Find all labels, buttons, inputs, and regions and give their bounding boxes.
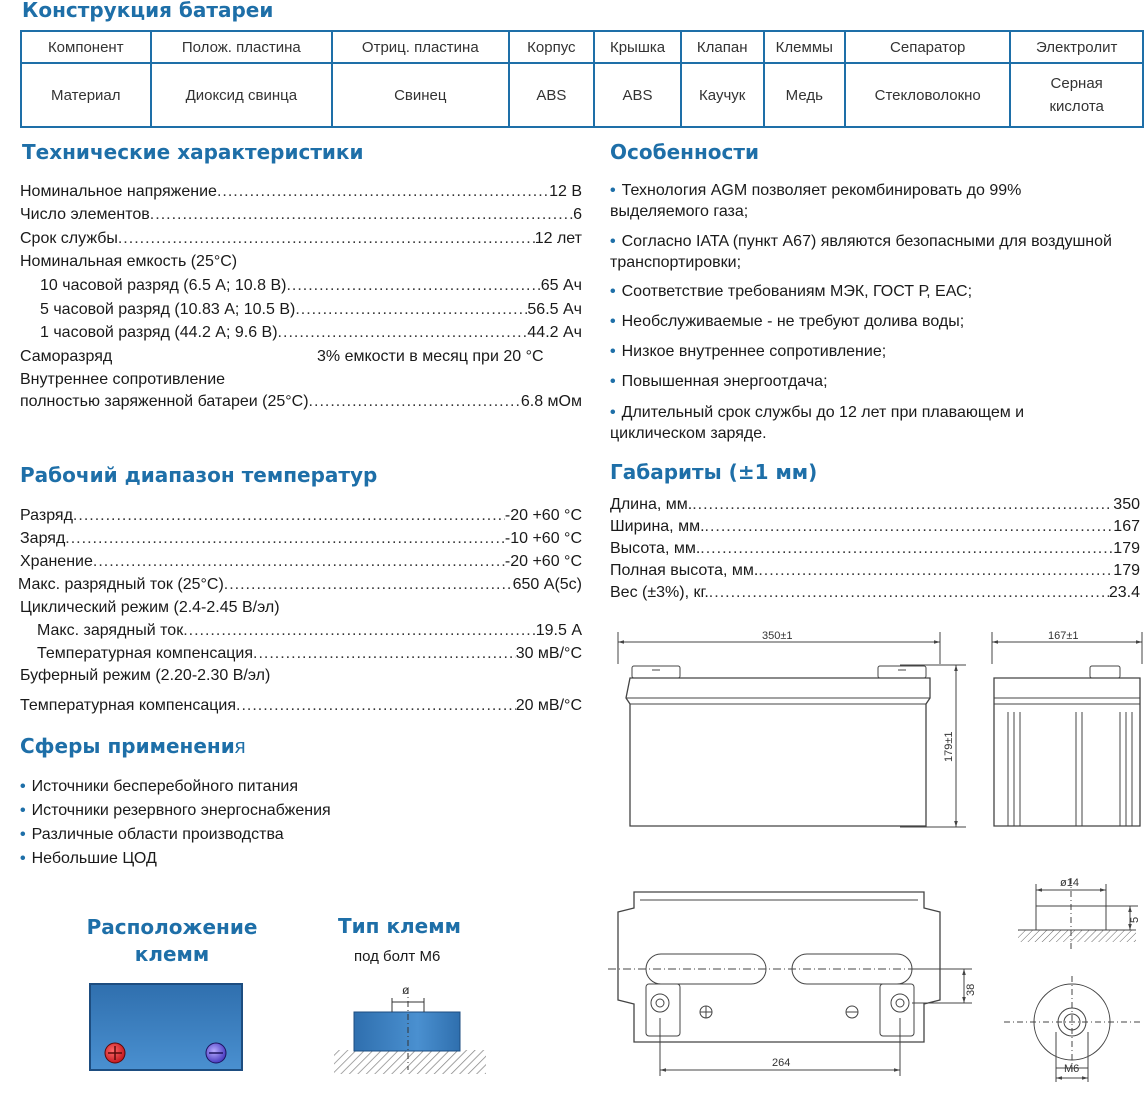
application-text: Небольшие ЦОД — [31, 850, 157, 867]
list-item — [610, 371, 1130, 392]
terminal-detail-top — [1004, 976, 1140, 1082]
spec-value: -20 +60 °C — [504, 507, 582, 524]
negative-terminal-icon — [206, 1043, 226, 1063]
spec-label: Число элементов — [20, 206, 150, 223]
spec-label: Заряд — [20, 530, 66, 547]
terminal-layout-title — [74, 914, 270, 968]
bolt-label: M6 — [1064, 1063, 1080, 1075]
terminal-type-title: Тип клемм — [338, 914, 461, 938]
self-discharge-label: Саморазряд — [20, 348, 113, 365]
feature-text: Повышенная энергоотдача; — [621, 373, 828, 390]
spec-rate10 — [40, 274, 582, 298]
leader-dots — [705, 516, 1114, 538]
table-header-row — [21, 31, 1143, 63]
temp-charge — [20, 527, 582, 551]
terminal-layout-diagram — [88, 982, 244, 1072]
height-dim-label: 179±1 — [943, 731, 955, 762]
applications-title — [20, 734, 246, 759]
spec-value: 167 — [1113, 518, 1140, 535]
spec-value: 179 — [1113, 540, 1140, 557]
bullet-dot: • — [610, 283, 616, 300]
bullet-dot: • — [20, 802, 26, 819]
bullet-dot: • — [610, 343, 616, 360]
float-label: Буферный режим (2.20-2.30 В/эл) — [20, 667, 271, 684]
leader-dots — [278, 321, 528, 345]
bullet-dot: • — [610, 313, 616, 330]
self-discharge-value: 3% емкости в месяц при 20 °C — [317, 348, 544, 365]
header-cell: Клапан — [681, 31, 764, 63]
leader-dots — [73, 504, 505, 528]
leader-dots — [295, 298, 527, 322]
spec-resistance — [20, 390, 582, 414]
leader-dots — [150, 203, 573, 227]
table-cell: Серная кислота — [1010, 63, 1143, 127]
leader-dots — [253, 642, 516, 666]
spec-value: 6 — [573, 206, 582, 223]
terminal-layout-title-line1: Расположение — [86, 915, 258, 939]
header-cell: Отриц. пластина — [332, 31, 508, 63]
header-cell: Сепаратор — [845, 31, 1010, 63]
dim-width — [610, 516, 1140, 538]
table-cell: ABS — [509, 63, 595, 127]
spec-rate1 — [40, 321, 582, 345]
applications-title-end: я — [234, 736, 246, 758]
header-cell: Электролит — [1010, 31, 1143, 63]
application-text: Источники резервного энергоснабжения — [31, 802, 331, 819]
spec-label: Макс. разрядный ток (25°C) — [18, 576, 224, 593]
spec-label: Хранение — [20, 553, 93, 570]
spec-label: 1 часовой разряд (44.2 А; 9.6 В) — [40, 324, 278, 341]
bullet-dot: • — [610, 182, 616, 199]
list-item — [20, 848, 157, 869]
cyclic-label: Циклический режим (2.4-2.45 В/эл) — [20, 599, 280, 616]
list-item — [610, 281, 1130, 302]
terminal-detail-side — [1018, 877, 1141, 950]
spec-value: 19.5 А — [535, 622, 582, 639]
list-item — [20, 824, 284, 845]
list-item — [610, 231, 1130, 273]
terminal-layout-title-line2: клемм — [134, 942, 210, 966]
spec-label: Номинальное напряжение — [20, 183, 217, 200]
leader-dots — [118, 227, 535, 251]
leader-dots — [183, 619, 536, 643]
spec-label: Высота, мм. — [610, 540, 701, 557]
spec-value: 65 Ач — [540, 277, 582, 294]
features-title: Особенности — [610, 140, 759, 164]
application-text: Источники бесперебойного питания — [31, 778, 299, 795]
table-cell: Свинец — [332, 63, 508, 127]
spec-value: 23.4 — [1108, 584, 1140, 601]
table-cell: Каучук — [681, 63, 764, 127]
leader-dots — [309, 390, 521, 414]
terminal-diameter-label: ø14 — [1060, 877, 1079, 889]
temp-comp-1 — [37, 642, 582, 666]
spec-label: Срок службы — [20, 230, 118, 247]
spec-label: Температурная компенсация — [37, 645, 253, 662]
dim-weight — [610, 582, 1140, 604]
spec-label: Ширина, мм. — [610, 518, 705, 535]
max-discharge — [18, 573, 582, 597]
spec-value: -20 +60 °C — [504, 553, 582, 570]
leader-dots — [224, 573, 513, 597]
temps-title: Рабочий диапазон температур — [20, 463, 378, 487]
spec-label: Температурная компенсация — [20, 697, 236, 714]
feature-text: Технология AGM позволяет рекомбинировать до 99% выделяемого газа; — [610, 182, 1022, 220]
leader-dots — [758, 560, 1113, 582]
list-item — [610, 402, 1120, 444]
terminal-type-diagram — [332, 972, 488, 1076]
bullet-dot: • — [610, 404, 616, 421]
temp-storage — [20, 550, 582, 574]
leader-dots — [692, 494, 1113, 516]
spec-label: полностью заряженной батареи (25°C) — [20, 393, 309, 410]
spacing-dim-label: 264 — [772, 1057, 791, 1069]
top-view — [608, 892, 977, 1076]
leader-dots — [709, 582, 1109, 604]
header-cell: Корпус — [509, 31, 595, 63]
spec-value: 30 мВ/°C — [515, 645, 582, 662]
spec-value: 6.8 мОм — [520, 393, 582, 410]
spec-value: -10 +60 °C — [504, 530, 582, 547]
side-view — [992, 630, 1142, 826]
resistance-label: Внутреннее сопротивление — [20, 371, 226, 388]
header-cell: Крышка — [594, 31, 681, 63]
width-dim-label: 167±1 — [1048, 630, 1079, 642]
spec-label: 10 часовой разряд (6.5 А; 10.8 В) — [40, 277, 287, 294]
spec-life — [20, 227, 582, 251]
construction-table — [20, 30, 1144, 128]
spec-label: Макс. зарядный ток — [37, 622, 184, 639]
front-view — [618, 630, 966, 827]
feature-text: Согласно IATA (пункт А67) являются безопасными для воздушной транспортировки; — [610, 233, 1112, 271]
terminal-type-subtitle: под болт М6 — [354, 948, 441, 965]
header-cell: Полож. пластина — [151, 31, 333, 63]
spec-value: 44.2 Ач — [527, 324, 582, 341]
spec-value: 179 — [1113, 562, 1140, 579]
spec-label: 5 часовой разряд (10.83 А; 10.5 В) — [40, 301, 296, 318]
dimensions-title: Габариты (±1 мм) — [610, 460, 818, 484]
list-item — [610, 341, 1130, 362]
table-row — [21, 63, 1143, 127]
spec-value: 350 — [1113, 496, 1140, 513]
spec-cells — [20, 203, 582, 227]
spec-value: 650 А(5с) — [512, 576, 582, 593]
spec-label: Полная высота, мм. — [610, 562, 759, 579]
leader-dots — [700, 538, 1113, 560]
header-cell: Клеммы — [764, 31, 846, 63]
bullet-dot: • — [20, 826, 26, 843]
bullet-dot: • — [20, 778, 26, 795]
bullet-dot: • — [610, 373, 616, 390]
leader-dots — [286, 274, 540, 298]
application-text: Различные области производства — [31, 826, 284, 843]
spec-rate5 — [40, 298, 582, 322]
spec-label: Длина, мм. — [610, 496, 693, 513]
feature-text: Соответствие требованиям МЭК, ГОСТ Р, ЕАС; — [621, 283, 973, 300]
temp-discharge — [20, 504, 582, 528]
capacity-label: Номинальная емкость (25°C) — [20, 253, 238, 270]
spec-label: Разряд — [20, 507, 73, 524]
leader-dots — [236, 694, 516, 718]
construction-title: Конструкция батареи — [22, 0, 274, 22]
ground-hatch — [334, 1050, 486, 1074]
spec-value: 12 лет — [534, 230, 582, 247]
offset-dim-label: 38 — [965, 983, 977, 996]
dim-length — [610, 494, 1140, 516]
spec-value: 56.5 Ач — [527, 301, 582, 318]
spec-value: 12 В — [549, 183, 582, 200]
table-cell: Диоксид свинца — [151, 63, 333, 127]
feature-text: Длительный срок службы до 12 лет при плавающем и циклическом заряде. — [610, 404, 1025, 442]
diameter-symbol: ø — [402, 983, 410, 997]
terminal-post — [354, 1012, 460, 1051]
table-cell: Стекловолокно — [845, 63, 1010, 127]
applications-title-main: Сферы применени — [20, 734, 235, 758]
spec-label: Вес (±3%), кг. — [610, 584, 709, 601]
leader-dots — [93, 550, 505, 574]
header-cell: Компонент — [21, 31, 151, 63]
list-item — [20, 800, 331, 821]
feature-text: Необслуживаемые - не требуют долива воды; — [621, 313, 965, 330]
list-item — [610, 311, 1130, 332]
feature-text: Низкое внутреннее сопротивление; — [621, 343, 887, 360]
max-charge — [37, 619, 582, 643]
leader-dots — [217, 180, 549, 204]
list-item — [20, 776, 298, 797]
spec-voltage — [20, 180, 582, 204]
positive-terminal-icon — [105, 1043, 125, 1063]
spec-value: 20 мВ/°C — [515, 697, 582, 714]
dim-total-height — [610, 560, 1140, 582]
tech-title: Технические характеристики — [22, 140, 364, 164]
terminal-height-label: 5 — [1129, 916, 1141, 923]
table-cell: Материал — [21, 63, 151, 127]
dim-height — [610, 538, 1140, 560]
bullet-dot: • — [20, 850, 26, 867]
bullet-dot: • — [610, 233, 616, 250]
table-cell: ABS — [594, 63, 681, 127]
leader-dots — [65, 527, 505, 551]
length-dim-label: 350±1 — [762, 630, 793, 642]
table-cell: Медь — [764, 63, 846, 127]
technical-drawing — [600, 620, 1146, 1090]
temp-comp-2 — [20, 694, 582, 718]
list-item — [610, 180, 1120, 222]
